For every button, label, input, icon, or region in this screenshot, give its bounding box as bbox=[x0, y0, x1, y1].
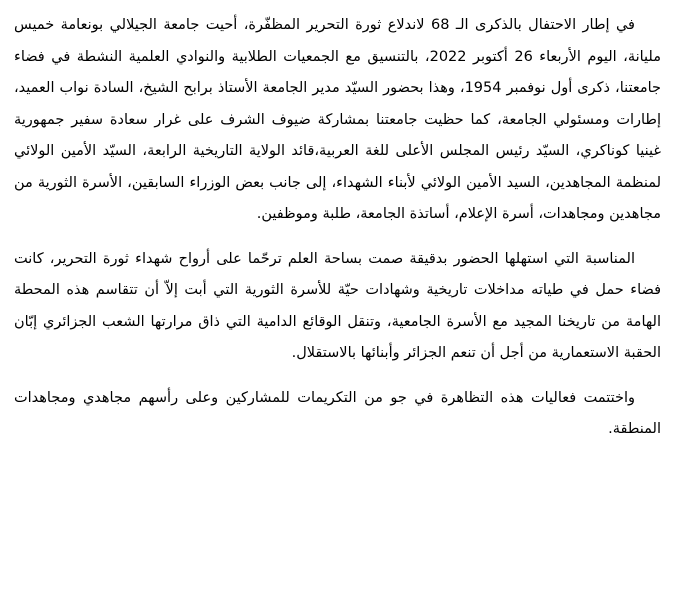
article-paragraph-intro: في إطار الاحتفال بالذكرى الـ 68 لاندلاع ثورة التحرير المظفّرة، أحيت جامعة الجيلالي بونعامة خميس مليانة، اليوم الأربعاء 26 أكتوبر 2022، بالتنسيق مع الجمعيات الطلابية والنوادي العلمية النشطة في فضاء جامعتنا، ذكرى أول نوفمبر 1954، وهذا بحضور السيّد مدير الجامعة الأستاذ برابح الشيخ، السادة نواب العميد، إطارات ومسئولي الجامعة، كما حظيت جامعتنا بمشاركة ضيوف الشرف على غرار سعادة سفير جمهورية غينيا كوناكري، السيّد رئيس المجلس الأعلى للغة العربية،قائد الولاية التاريخية الرابعة، السيّد الأمين الولائي لمنظمة المجاهدين، السيد الأمين الولائي لأبناء الشهداء، إلى جانب بعض الوزراء السابقين، الأسرة الثورية من مجاهدين ومجاهدات، أسرة الإعلام، أساتذة الجامعة، طلبة وموظفين. bbox=[14, 17, 662, 222]
article-paragraph-closing: واختتمت فعاليات هذه التظاهرة في جو من التكريمات للمشاركين وعلى رأسهم مجاهدي ومجاهدات المنطقة. bbox=[14, 389, 661, 437]
article-paragraph-ceremony: المناسبة التي استهلها الحضور بدقيقة صمت بساحة العلم ترحّما على أرواح شهداء ثورة التحرير، كانت فضاء حمل في طياته مداخلات تاريخية وشهادات حيّة للأسرة الثورية التي أبت إلاّ أن تتقاسم هذه المحطة الهامة من تاريخنا المجيد مع الأسرة الجامعية، وتنقل الوقائع الدامية التي ذاق مرارتها الشعب الجزائري إبّان الحقبة الاستعمارية من أجل أن تنعم الجزائر وأبنائها بالاستقلال. bbox=[14, 250, 661, 361]
